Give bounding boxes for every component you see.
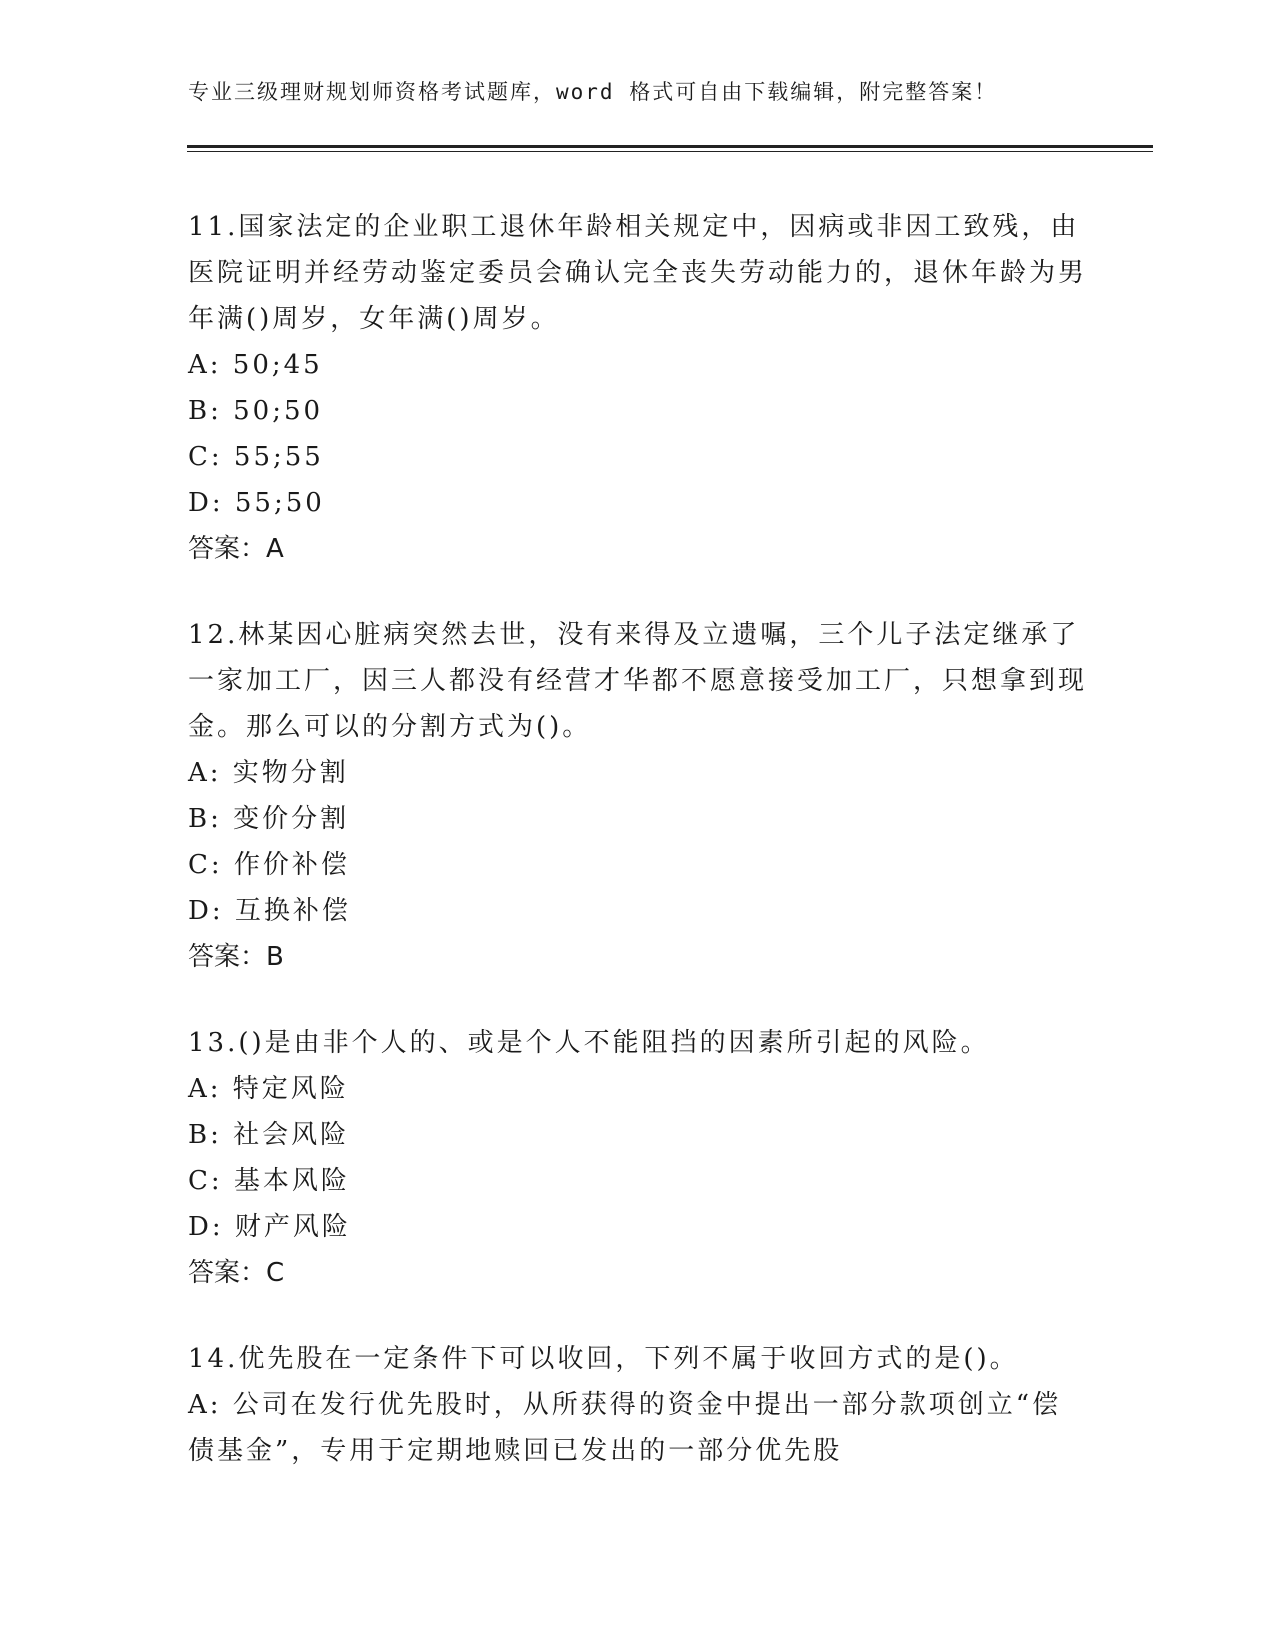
option-a: A: 50;45 — [188, 350, 323, 380]
option-b: B: 变价分割 — [188, 804, 350, 834]
question-list — [188, 204, 1088, 1514]
question-11 — [188, 204, 1088, 572]
question-stem: 13.()是由非个人的、或是个人不能阻挡的因素所引起的风险。 — [188, 1028, 990, 1058]
option-c: C: 55;55 — [188, 442, 324, 472]
option-d: D: 互换补偿 — [188, 896, 351, 926]
question-stem: 14.优先股在一定条件下可以收回，下列不属于收回方式的是()。 — [188, 1344, 1019, 1374]
option-c: C: 基本风险 — [188, 1166, 350, 1196]
option-a: A: 公司在发行优先股时，从所获得的资金中提出一部分款项创立“偿债基金”，专用于定期地赎回已发出的一部分优先股 — [188, 1390, 1062, 1466]
question-stem: 11.国家法定的企业职工退休年龄相关规定中，因病或非因工致残，由医院证明并经劳动鉴定委员会确认完全丧失劳动能力的，退休年龄为男年满()周岁，女年满()周岁。 — [188, 212, 1088, 334]
question-12 — [188, 612, 1088, 980]
option-c: C: 作价补偿 — [188, 850, 350, 880]
answer-line: 答案：A — [188, 534, 284, 564]
option-d: D: 55;50 — [188, 488, 325, 518]
option-d: D: 财产风险 — [188, 1212, 351, 1242]
option-b: B: 社会风险 — [188, 1120, 350, 1150]
question-14 — [188, 1336, 1088, 1474]
question-13 — [188, 1020, 1088, 1296]
option-b: B: 50;50 — [188, 396, 324, 426]
option-a: A: 实物分割 — [188, 758, 349, 788]
page-header: 专业三级理财规划师资格考试题库，word 格式可自由下载编辑，附完整答案！ — [188, 80, 998, 104]
answer-line: 答案：B — [188, 942, 284, 972]
header-rule-thick — [187, 145, 1153, 148]
question-stem: 12.林某因心脏病突然去世，没有来得及立遗嘱，三个儿子法定继承了一家加工厂，因三人都没有经营才华都不愿意接受加工厂，只想拿到现金。那么可以的分割方式为()。 — [188, 620, 1088, 742]
answer-line: 答案：C — [188, 1258, 285, 1288]
option-a: A: 特定风险 — [188, 1074, 349, 1104]
header-rule-thin — [187, 151, 1153, 152]
